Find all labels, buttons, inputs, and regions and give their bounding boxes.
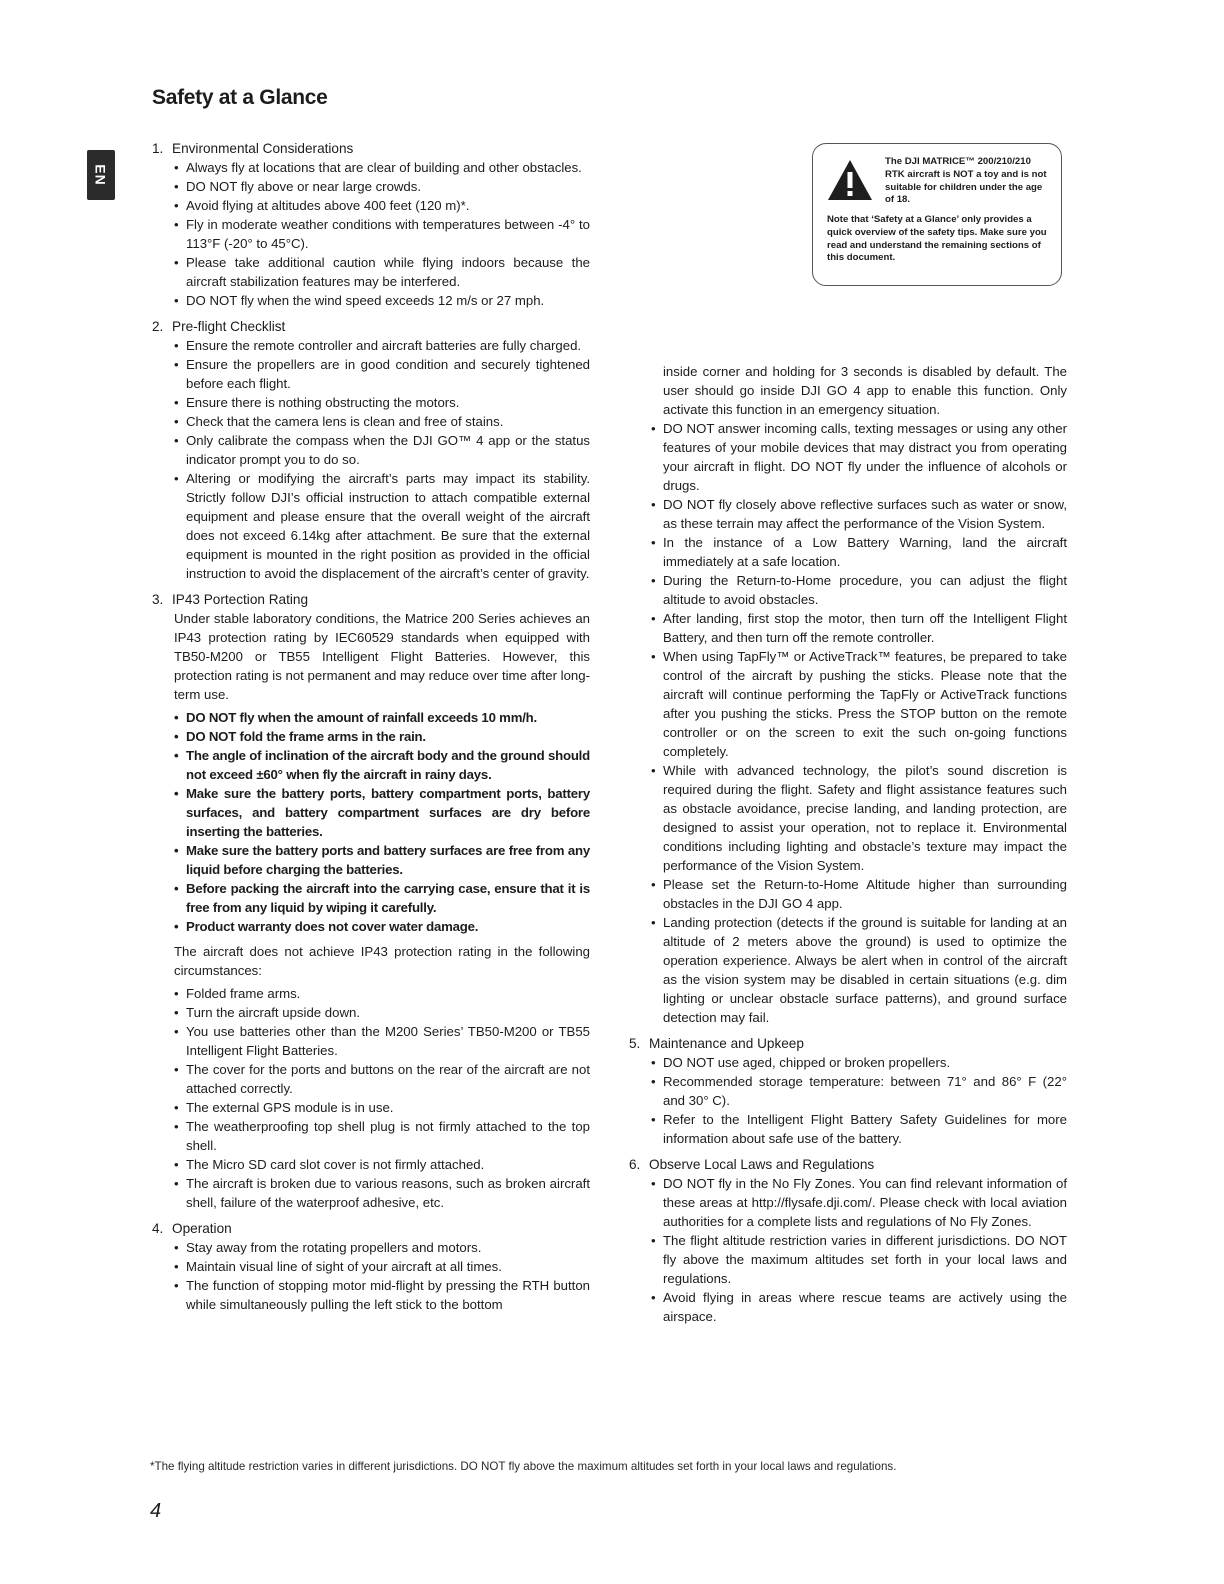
list-item: • Ensure the remote controller and aircraft batteries are fully charged.: [174, 336, 590, 355]
section-title: Observe Local Laws and Regulations: [649, 1157, 875, 1172]
section-title: Environmental Considerations: [172, 141, 354, 156]
list-item: • DO NOT use aged, chipped or broken propellers.: [651, 1053, 1067, 1072]
warning-list: [150, 708, 590, 936]
list-item: • The function of stopping motor mid-flight by pressing the RTH button while simultaneously pulling the left stick to the bottom: [174, 1276, 590, 1314]
list-item: • In the instance of a Low Battery Warning, land the aircraft immediately at a safe location.: [651, 533, 1067, 571]
section-number: 2.: [152, 319, 164, 334]
notice-age-warning: The DJI MATRICE™ 200/210/210 RTK aircraft is NOT a toy and is not suitable for children under the age of 18.: [885, 156, 1047, 206]
section-number: 3.: [152, 592, 164, 607]
section-heading: [627, 1034, 1067, 1053]
section-preflight: [150, 317, 590, 583]
section-ip43: [150, 590, 590, 1212]
section-laws: [627, 1155, 1067, 1326]
list-item: • The cover for the ports and buttons on the rear of the aircraft are not attached correctly.: [174, 1060, 590, 1098]
list-item: • DO NOT fly when the wind speed exceeds 12 m/s or 27 mph.: [174, 291, 590, 310]
bullet-list: [150, 1238, 590, 1314]
list-item: • The external GPS module is in use.: [174, 1098, 590, 1117]
section-intro: Under stable laboratory conditions, the Matrice 200 Series achieves an IP43 protection rating by IEC60529 standards when equipped with TB50-M200 or TB55 Intelligent Flight Batteries. However, this protection rating is not permanent and may reduce over time after long-term use.: [174, 611, 590, 702]
list-item: • Please take additional caution while flying indoors because the aircraft stabilization features may be interfered.: [174, 253, 590, 291]
list-item: • Turn the aircraft upside down.: [174, 1003, 590, 1022]
list-item: • While with advanced technology, the pilot’s sound discretion is required during the flight. Safety and flight assistance features such as obstacle avoidance, precise landing, and landing protection, are designed to assist your operation, not to replace it. Environmental conditions including lighting and obstacle’s texture may impact the performance of the Vision System.: [651, 761, 1067, 875]
list-item: • The angle of inclination of the aircraft body and the ground should not exceed ±60° when fly the aircraft in rainy days.: [174, 746, 590, 784]
list-item: • Ensure there is nothing obstructing the motors.: [174, 393, 590, 412]
continued-text: inside corner and holding for 3 seconds is disabled by default. The user should go inside DJI GO 4 app to enable this function. Only activate this function in an emergency situation.: [663, 364, 1067, 417]
list-item: • Maintain visual line of sight of your aircraft at all times.: [174, 1257, 590, 1276]
circumstances-intro: The aircraft does not achieve IP43 protection rating in the following circumstances:: [174, 944, 590, 978]
circumstances-list: [150, 984, 590, 1212]
list-item: • Landing protection (detects if the ground is suitable for landing at an altitude of 2 meters above the ground) is used to optimize the operation experience. Always be alert when in control of the aircraft as the vision system may be disabled in certain situations (e.g. dim lighting or unclear obstacle surface patterns), and ground surface detection may fail.: [651, 913, 1067, 1027]
bullet-list: [627, 419, 1067, 1027]
list-item: • After landing, first stop the motor, then turn off the Intelligent Flight Battery, and then turn off the remote controller.: [651, 609, 1067, 647]
list-item: • Only calibrate the compass when the DJI GO™ 4 app or the status indicator prompt you to do so.: [174, 431, 590, 469]
section-title: IP43 Portection Rating: [172, 592, 309, 607]
list-item: • Refer to the Intelligent Flight Battery Safety Guidelines for more information about safe use of the battery.: [651, 1110, 1067, 1148]
section-operation-continued: [627, 362, 1067, 1027]
list-item: • The aircraft is broken due to various reasons, such as broken aircraft shell, failure of the waterproof adhesive, etc.: [174, 1174, 590, 1212]
section-title: Maintenance and Upkeep: [649, 1036, 804, 1051]
section-heading: [150, 317, 590, 336]
list-item: • Recommended storage temperature: between 71° and 86° F (22° and 30° C).: [651, 1072, 1067, 1110]
warning-triangle-icon: [827, 158, 873, 202]
section-heading: [627, 1155, 1067, 1174]
list-item: • Before packing the aircraft into the carrying case, ensure that it is free from any liquid by wiping it carefully.: [174, 879, 590, 917]
list-item: • During the Return-to-Home procedure, you can adjust the flight altitude to avoid obstacles.: [651, 571, 1067, 609]
list-item: • You use batteries other than the M200 Series’ TB50-M200 or TB55 Intelligent Flight Batteries.: [174, 1022, 590, 1060]
section-heading: [150, 1219, 590, 1238]
list-item: • Stay away from the rotating propellers and motors.: [174, 1238, 590, 1257]
list-item: • DO NOT fly when the amount of rainfall exceeds 10 mm/h.: [174, 708, 590, 727]
section-title: Operation: [172, 1221, 232, 1236]
section-number: 6.: [629, 1157, 641, 1172]
list-item: • The Micro SD card slot cover is not firmly attached.: [174, 1155, 590, 1174]
bullet-list: [627, 1174, 1067, 1326]
list-item: • DO NOT fold the frame arms in the rain.: [174, 727, 590, 746]
bullet-list: [150, 336, 590, 583]
list-item: • DO NOT fly above or near large crowds.: [174, 177, 590, 196]
right-column: [627, 362, 1067, 1333]
list-item: • DO NOT fly in the No Fly Zones. You can find relevant information of these areas at http://flysafe.dji.com/. Please check with local aviation authorities for a complete lists and regulations of No Fly Zones.: [651, 1174, 1067, 1231]
section-number: 4.: [152, 1221, 164, 1236]
language-tab: [87, 150, 115, 200]
section-maintenance: [627, 1034, 1067, 1148]
list-item: • Please set the Return-to-Home Altitude higher than surrounding obstacles in the DJI GO 4 app.: [651, 875, 1067, 913]
section-operation: [150, 1219, 590, 1314]
footnote: *The flying altitude restriction varies in different jurisdictions. DO NOT fly above the maximum altitudes set forth in your local laws and regulations.: [150, 1460, 897, 1473]
warning-notice-box: [812, 143, 1062, 286]
section-heading: [150, 139, 590, 158]
list-item: • Check that the camera lens is clean and free of stains.: [174, 412, 590, 431]
list-item: • Altering or modifying the aircraft’s parts may impact its stability. Strictly follow DJI’s official instruction to attach compatible external equipment and please ensure that the overall weight of the aircraft does not exceed 6.14kg after attachment. Be sure that the external equipment is mounted in the right position as provided in the official instruction to avoid the displacement of the aircraft’s center of gravity.: [174, 469, 590, 583]
list-item: • Always fly at locations that are clear of building and other obstacles.: [174, 158, 590, 177]
list-item: • The flight altitude restriction varies in different jurisdictions. DO NOT fly above the maximum altitudes set forth in your local laws and regulations.: [651, 1231, 1067, 1288]
language-tab-label: EN: [92, 164, 109, 186]
list-item: • Make sure the battery ports, battery compartment ports, battery surfaces, and battery compartment surfaces are dry before inserting the batteries.: [174, 784, 590, 841]
page-number: 4: [150, 1500, 162, 1522]
left-column: [150, 139, 590, 1321]
list-item: • Ensure the propellers are in good condition and securely tightened before each flight.: [174, 355, 590, 393]
list-item: • When using TapFly™ or ActiveTrack™ features, be prepared to take control of the aircraft by pushing the sticks. Please note that the aircraft will continue performing the TapFly or ActiveTrack functions after you pushing the sticks. Press the STOP button on the remote controller or on the screen to exit the such on-going functions completely.: [651, 647, 1067, 761]
list-item: • Make sure the battery ports and battery surfaces are free from any liquid before charging the batteries.: [174, 841, 590, 879]
list-item: • The weatherproofing top shell plug is not firmly attached to the top shell.: [174, 1117, 590, 1155]
bullet-list: [150, 158, 590, 310]
list-item: • Fly in moderate weather conditions with temperatures between -4° to 113°F (-20° to 45°C).: [174, 215, 590, 253]
section-heading: [150, 590, 590, 609]
list-item: • Avoid flying in areas where rescue teams are actively using the airspace.: [651, 1288, 1067, 1326]
section-number: 1.: [152, 141, 164, 156]
section-environmental: [150, 139, 590, 310]
notice-overview-note: Note that ‘Safety at a Glance’ only provides a quick overview of the safety tips. Make sure you read and understand the remaining sections of this document.: [827, 214, 1047, 264]
page-title: Safety at a Glance: [152, 86, 328, 109]
section-number: 5.: [629, 1036, 641, 1051]
list-item: • DO NOT answer incoming calls, texting messages or using any other features of your mobile devices that may distract you from operating your aircraft in flight. DO NOT fly under the influence of alcohols or drugs.: [651, 419, 1067, 495]
section-title: Pre-flight Checklist: [172, 319, 286, 334]
list-item: • Folded frame arms.: [174, 984, 590, 1003]
bullet-list: [627, 1053, 1067, 1148]
list-item: • Avoid flying at altitudes above 400 feet (120 m)*.: [174, 196, 590, 215]
list-item: • Product warranty does not cover water damage.: [174, 917, 590, 936]
list-item: • DO NOT fly closely above reflective surfaces such as water or snow, as these terrain may affect the performance of the Vision System.: [651, 495, 1067, 533]
